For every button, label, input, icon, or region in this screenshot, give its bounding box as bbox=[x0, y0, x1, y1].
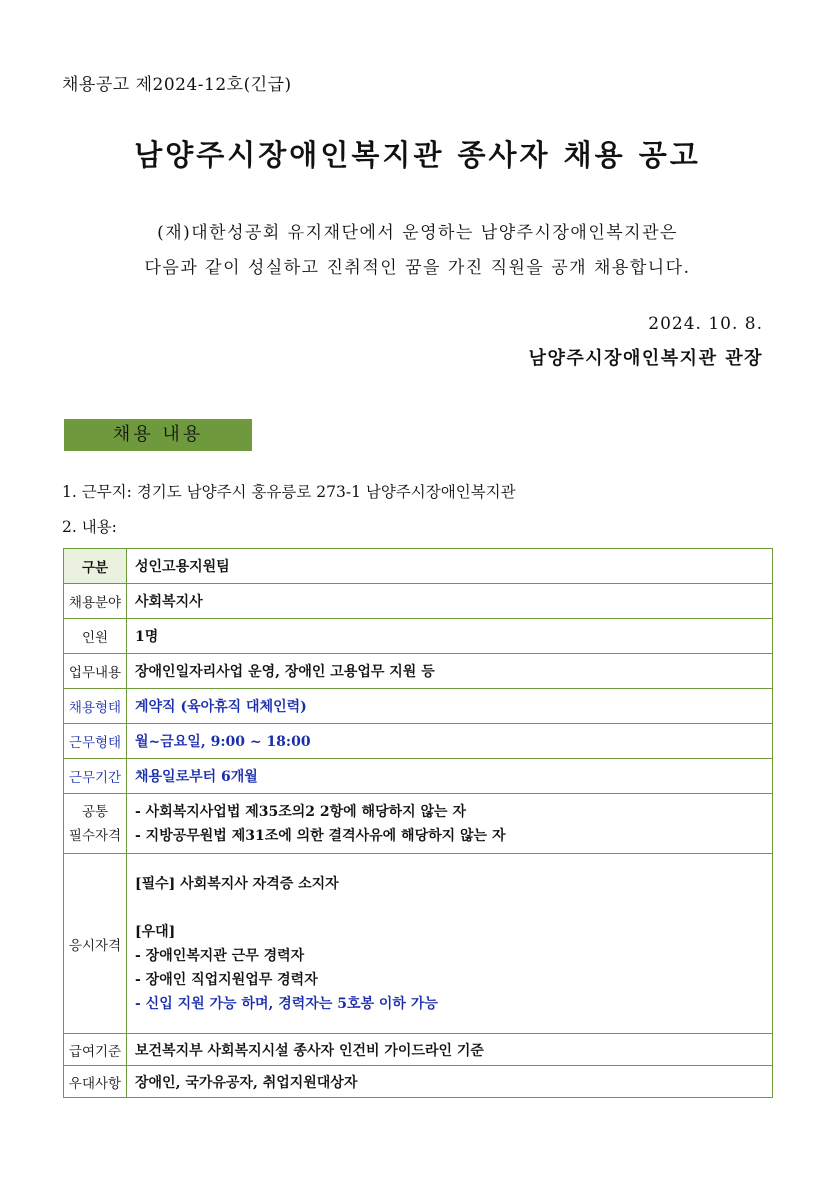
label-preference: 우대사항 bbox=[64, 1066, 127, 1098]
table-row-work-period bbox=[64, 759, 773, 794]
label-common-line-2: 필수자격 bbox=[68, 827, 122, 844]
value-field: 사회복지사 bbox=[127, 584, 773, 619]
label-work-hours: 근무형태 bbox=[64, 724, 127, 759]
table-row-division bbox=[64, 549, 773, 584]
table-row-salary bbox=[64, 1034, 773, 1066]
common-requirement-1: - 사회복지사업법 제35조의2 2항에 해당하지 않는 자 bbox=[135, 803, 466, 820]
value-division: 성인고용지원팀 bbox=[127, 549, 773, 584]
table-row-work-hours bbox=[64, 724, 773, 759]
recruitment-table bbox=[63, 548, 773, 1098]
issuer: 남양주시장애인복지관 관장 bbox=[528, 348, 763, 369]
value-duties: 장애인일자리사업 운영, 장애인 고용업무 지원 등 bbox=[127, 654, 773, 689]
label-headcount: 인원 bbox=[64, 619, 127, 654]
table-row-field bbox=[64, 584, 773, 619]
page-title: 남양주시장애인복지관 종사자 채용 공고 bbox=[134, 138, 701, 172]
qualification-spacer bbox=[135, 896, 764, 920]
qualification-preferred-title: [우대] bbox=[135, 923, 176, 940]
table-row-duties bbox=[64, 654, 773, 689]
qualification-preferred-1: - 장애인복지관 근무 경력자 bbox=[135, 947, 305, 964]
announcement-date: 2024. 10. 8. bbox=[648, 314, 763, 334]
value-common-requirements bbox=[127, 794, 773, 854]
intro-line-2: 다음과 같이 성실하고 진취적인 꿈을 가진 직원을 공개 채용합니다. bbox=[144, 258, 691, 278]
qualification-preferred-2: - 장애인 직업지원업무 경력자 bbox=[135, 971, 318, 988]
common-requirement-2: - 지방공무원법 제31조에 의한 결격사유에 해당하지 않는 자 bbox=[135, 827, 506, 844]
label-duties: 업무내용 bbox=[64, 654, 127, 689]
value-qualifications bbox=[127, 854, 773, 1034]
table-row-qualifications bbox=[64, 854, 773, 1034]
qualification-note: - 신입 지원 가능 하며, 경력자는 5호봉 이하 가능 bbox=[135, 995, 438, 1012]
intro-line-1: (재)대한성공회 유지재단에서 운영하는 남양주시장애인복지관은 bbox=[157, 223, 678, 243]
label-employment-type: 채용형태 bbox=[64, 689, 127, 724]
notice-number: 채용공고 제2024-12호(긴급) bbox=[62, 75, 292, 95]
label-field: 채용분야 bbox=[64, 584, 127, 619]
table-row-preference bbox=[64, 1066, 773, 1098]
value-preference: 장애인, 국가유공자, 취업지원대상자 bbox=[127, 1066, 773, 1098]
value-employment-type: 계약직 (육아휴직 대체인력) bbox=[127, 689, 773, 724]
qualification-required: [필수] 사회복지사 자격증 소지자 bbox=[135, 875, 339, 892]
table-row-headcount bbox=[64, 619, 773, 654]
label-common-line-1: 공통 bbox=[81, 803, 109, 820]
value-salary: 보건복지부 사회복지시설 종사자 인건비 가이드라인 기준 bbox=[127, 1034, 773, 1066]
content-item-label: 2. 내용: bbox=[62, 518, 117, 536]
section-title-recruitment: 채용 내용 bbox=[64, 419, 252, 451]
value-work-period: 채용일로부터 6개월 bbox=[127, 759, 773, 794]
table-row-common-requirements bbox=[64, 794, 773, 854]
table-row-employment-type bbox=[64, 689, 773, 724]
label-qualifications: 응시자격 bbox=[64, 854, 127, 1034]
label-common-requirements bbox=[64, 794, 127, 854]
label-division: 구분 bbox=[64, 549, 127, 584]
workplace-item: 1. 근무지: 경기도 남양주시 홍유릉로 273-1 남양주시장애인복지관 bbox=[62, 483, 516, 501]
label-salary: 급여기준 bbox=[64, 1034, 127, 1066]
label-work-period: 근무기간 bbox=[64, 759, 127, 794]
value-headcount: 1명 bbox=[127, 619, 773, 654]
value-work-hours: 월~금요일, 9:00 ~ 18:00 bbox=[127, 724, 773, 759]
